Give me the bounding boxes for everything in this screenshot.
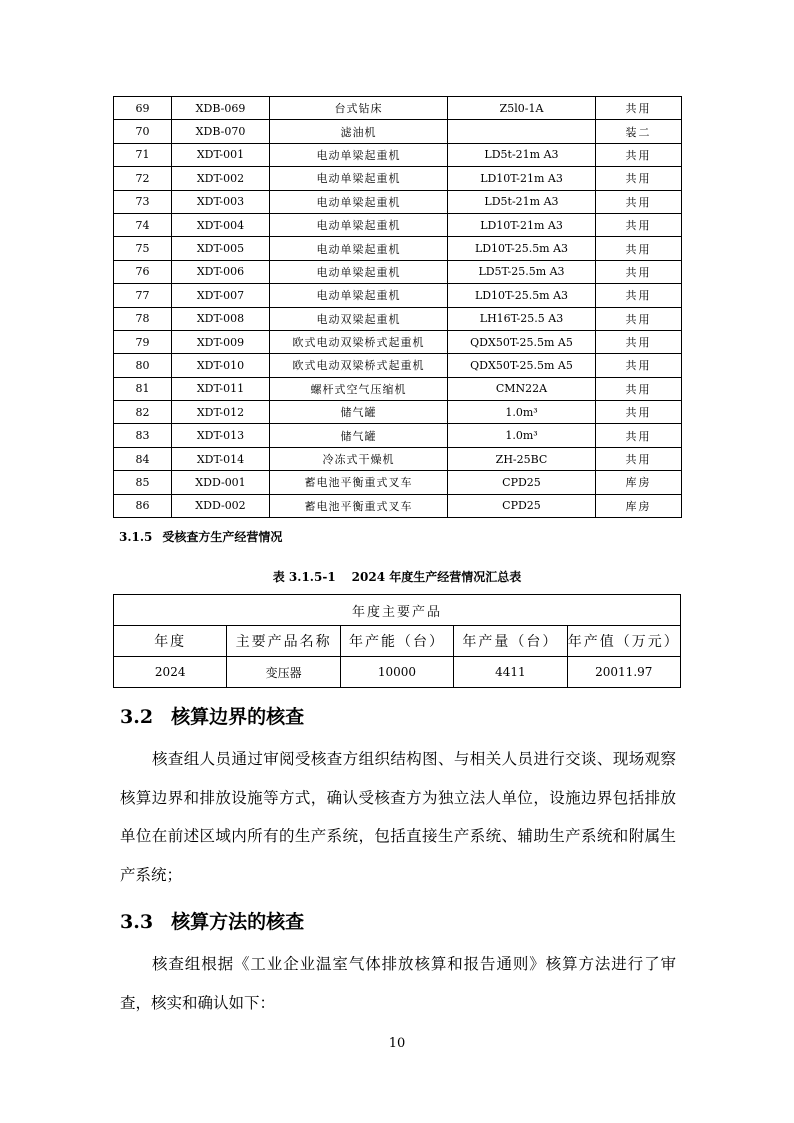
- table-row: [114, 167, 682, 190]
- table-row: [114, 143, 682, 166]
- cell-dept: 共用: [596, 213, 682, 236]
- cell-no: 82: [114, 401, 172, 424]
- table-row: [114, 237, 682, 260]
- cell-no: 83: [114, 424, 172, 447]
- cell-code: XDT-002: [172, 167, 270, 190]
- cell-dept: 库房: [596, 494, 682, 517]
- cell-dept: 共用: [596, 447, 682, 470]
- cell-name: 电动单梁起重机: [270, 143, 448, 166]
- cell-code: XDT-010: [172, 354, 270, 377]
- table-header-row: [114, 626, 681, 657]
- cell-dept: 共用: [596, 284, 682, 307]
- equipment-table-body: [114, 97, 682, 518]
- cell-model: [448, 120, 596, 143]
- cell-code: XDB-070: [172, 120, 270, 143]
- cell-no: 75: [114, 237, 172, 260]
- cell-dept: 装二: [596, 120, 682, 143]
- section-3-2-paragraph: 核查组人员通过审阅受核查方组织结构图、与相关人员进行交谈、现场观察核算边界和排放设施等方式，确认受核查方为独立法人单位，设施边界包括排放单位在前述区域内所有的生产系统，包括直接生产系统、辅助生产系统和附属生产系统；: [120, 750, 676, 884]
- table-title-row: [114, 595, 681, 626]
- cell-code: XDD-001: [172, 471, 270, 494]
- table-row: [114, 260, 682, 283]
- table-row: [114, 657, 681, 688]
- cell-model: LD10T-25.5m A3: [448, 284, 596, 307]
- section-title: 受核查方生产经营情况: [162, 530, 283, 544]
- header-cell: 年度: [114, 626, 227, 657]
- cell-model: LD10T-21m A3: [448, 213, 596, 236]
- cell-model: QDX50T-25.5m A5: [448, 354, 596, 377]
- table-row: [114, 471, 682, 494]
- section-number: 3.2: [120, 706, 154, 728]
- cell-dept: 共用: [596, 143, 682, 166]
- cell-dept: 共用: [596, 330, 682, 353]
- cell-dept: 共用: [596, 167, 682, 190]
- cell-model: LD5t-21m A3: [448, 190, 596, 213]
- cell-name: 螺杆式空气压缩机: [270, 377, 448, 400]
- cell-dept: 库房: [596, 471, 682, 494]
- cell-value: 20011.97: [567, 657, 680, 688]
- cell-code: XDT-008: [172, 307, 270, 330]
- section-number: 3.3: [120, 911, 154, 933]
- cell-no: 77: [114, 284, 172, 307]
- cell-product: 变压器: [227, 657, 340, 688]
- cell-code: XDT-014: [172, 447, 270, 470]
- cell-dept: 共用: [596, 97, 682, 120]
- cell-name: 蓄电池平衡重式叉车: [270, 494, 448, 517]
- cell-code: XDT-006: [172, 260, 270, 283]
- cell-name: 台式钻床: [270, 97, 448, 120]
- cell-name: 电动单梁起重机: [270, 284, 448, 307]
- cell-dept: 共用: [596, 401, 682, 424]
- cell-no: 69: [114, 97, 172, 120]
- cell-model: LD10T-25.5m A3: [448, 237, 596, 260]
- section-title: 核算边界的核查: [171, 706, 305, 728]
- cell-no: 79: [114, 330, 172, 353]
- table-row: [114, 97, 682, 120]
- cell-name: 滤油机: [270, 120, 448, 143]
- section-title: 核算方法的核查: [171, 911, 305, 933]
- cell-dept: 共用: [596, 190, 682, 213]
- cell-dept: 共用: [596, 377, 682, 400]
- header-cell: 年产值（万元）: [567, 626, 680, 657]
- cell-capacity: 10000: [340, 657, 453, 688]
- cell-no: 73: [114, 190, 172, 213]
- cell-model: LH16T-25.5 A3: [448, 307, 596, 330]
- cell-code: XDT-004: [172, 213, 270, 236]
- cell-code: XDT-007: [172, 284, 270, 307]
- cell-dept: 共用: [596, 424, 682, 447]
- cell-dept: 共用: [596, 307, 682, 330]
- cell-model: LD10T-21m A3: [448, 167, 596, 190]
- cell-no: 72: [114, 167, 172, 190]
- cell-model: QDX50T-25.5m A5: [448, 330, 596, 353]
- table-group-title: 年度主要产品: [114, 595, 681, 626]
- cell-name: 电动单梁起重机: [270, 260, 448, 283]
- table-row: [114, 401, 682, 424]
- cell-model: CPD25: [448, 471, 596, 494]
- cell-code: XDT-005: [172, 237, 270, 260]
- cell-no: 70: [114, 120, 172, 143]
- cell-model: 1.0m³: [448, 401, 596, 424]
- cell-name: 储气罐: [270, 401, 448, 424]
- section-3-3-heading: [120, 907, 304, 934]
- cell-model: ZH-25BC: [448, 447, 596, 470]
- cell-dept: 共用: [596, 237, 682, 260]
- cell-code: XDD-002: [172, 494, 270, 517]
- cell-dept: 共用: [596, 260, 682, 283]
- cell-name: 储气罐: [270, 424, 448, 447]
- section-3-2-heading: [120, 702, 304, 729]
- cell-no: 81: [114, 377, 172, 400]
- table-row: [114, 284, 682, 307]
- cell-no: 78: [114, 307, 172, 330]
- section-3-3-paragraph: 核查组根据《工业企业温室气体排放核算和报告通则》核算方法进行了审查，核实和确认如下：: [120, 955, 676, 1012]
- cell-no: 85: [114, 471, 172, 494]
- table-number: 表 3.1.5-1: [272, 570, 336, 584]
- cell-code: XDT-003: [172, 190, 270, 213]
- header-cell: 主要产品名称: [227, 626, 340, 657]
- cell-name: 电动单梁起重机: [270, 213, 448, 236]
- cell-model: 1.0m³: [448, 424, 596, 447]
- section-3-1-5-heading: [119, 528, 282, 545]
- cell-code: XDT-011: [172, 377, 270, 400]
- cell-name: 欧式电动双梁桥式起重机: [270, 330, 448, 353]
- cell-name: 电动单梁起重机: [270, 190, 448, 213]
- equipment-table: [113, 96, 682, 518]
- table-row: [114, 354, 682, 377]
- table-row: [114, 424, 682, 447]
- cell-no: 86: [114, 494, 172, 517]
- cell-name: 冷冻式干燥机: [270, 447, 448, 470]
- table-caption: [0, 568, 794, 585]
- table-row: [114, 494, 682, 517]
- cell-no: 80: [114, 354, 172, 377]
- cell-model: LD5t-21m A3: [448, 143, 596, 166]
- cell-name: 电动单梁起重机: [270, 237, 448, 260]
- cell-name: 电动单梁起重机: [270, 167, 448, 190]
- cell-code: XDT-001: [172, 143, 270, 166]
- table-row: [114, 307, 682, 330]
- table-row: [114, 190, 682, 213]
- cell-dept: 共用: [596, 354, 682, 377]
- table-row: [114, 213, 682, 236]
- cell-year: 2024: [114, 657, 227, 688]
- cell-no: 84: [114, 447, 172, 470]
- cell-model: CMN22A: [448, 377, 596, 400]
- table-title: 2024 年度生产经营情况汇总表: [351, 570, 522, 584]
- cell-model: LD5T-25.5m A3: [448, 260, 596, 283]
- header-cell: 年产能（台）: [340, 626, 453, 657]
- cell-code: XDB-069: [172, 97, 270, 120]
- table-row: [114, 330, 682, 353]
- header-cell: 年产量（台）: [454, 626, 567, 657]
- cell-no: 74: [114, 213, 172, 236]
- cell-no: 71: [114, 143, 172, 166]
- page-number: 10: [388, 1036, 406, 1051]
- cell-code: XDT-013: [172, 424, 270, 447]
- cell-model: CPD25: [448, 494, 596, 517]
- cell-no: 76: [114, 260, 172, 283]
- section-number: 3.1.5: [119, 530, 153, 544]
- cell-name: 电动双梁起重机: [270, 307, 448, 330]
- production-summary-table: [113, 594, 681, 688]
- cell-model: Z5l0-1A: [448, 97, 596, 120]
- table-row: [114, 120, 682, 143]
- cell-name: 欧式电动双梁桥式起重机: [270, 354, 448, 377]
- cell-code: XDT-009: [172, 330, 270, 353]
- table-row: [114, 377, 682, 400]
- cell-name: 蓄电池平衡重式叉车: [270, 471, 448, 494]
- cell-output: 4411: [454, 657, 567, 688]
- table-row: [114, 447, 682, 470]
- cell-code: XDT-012: [172, 401, 270, 424]
